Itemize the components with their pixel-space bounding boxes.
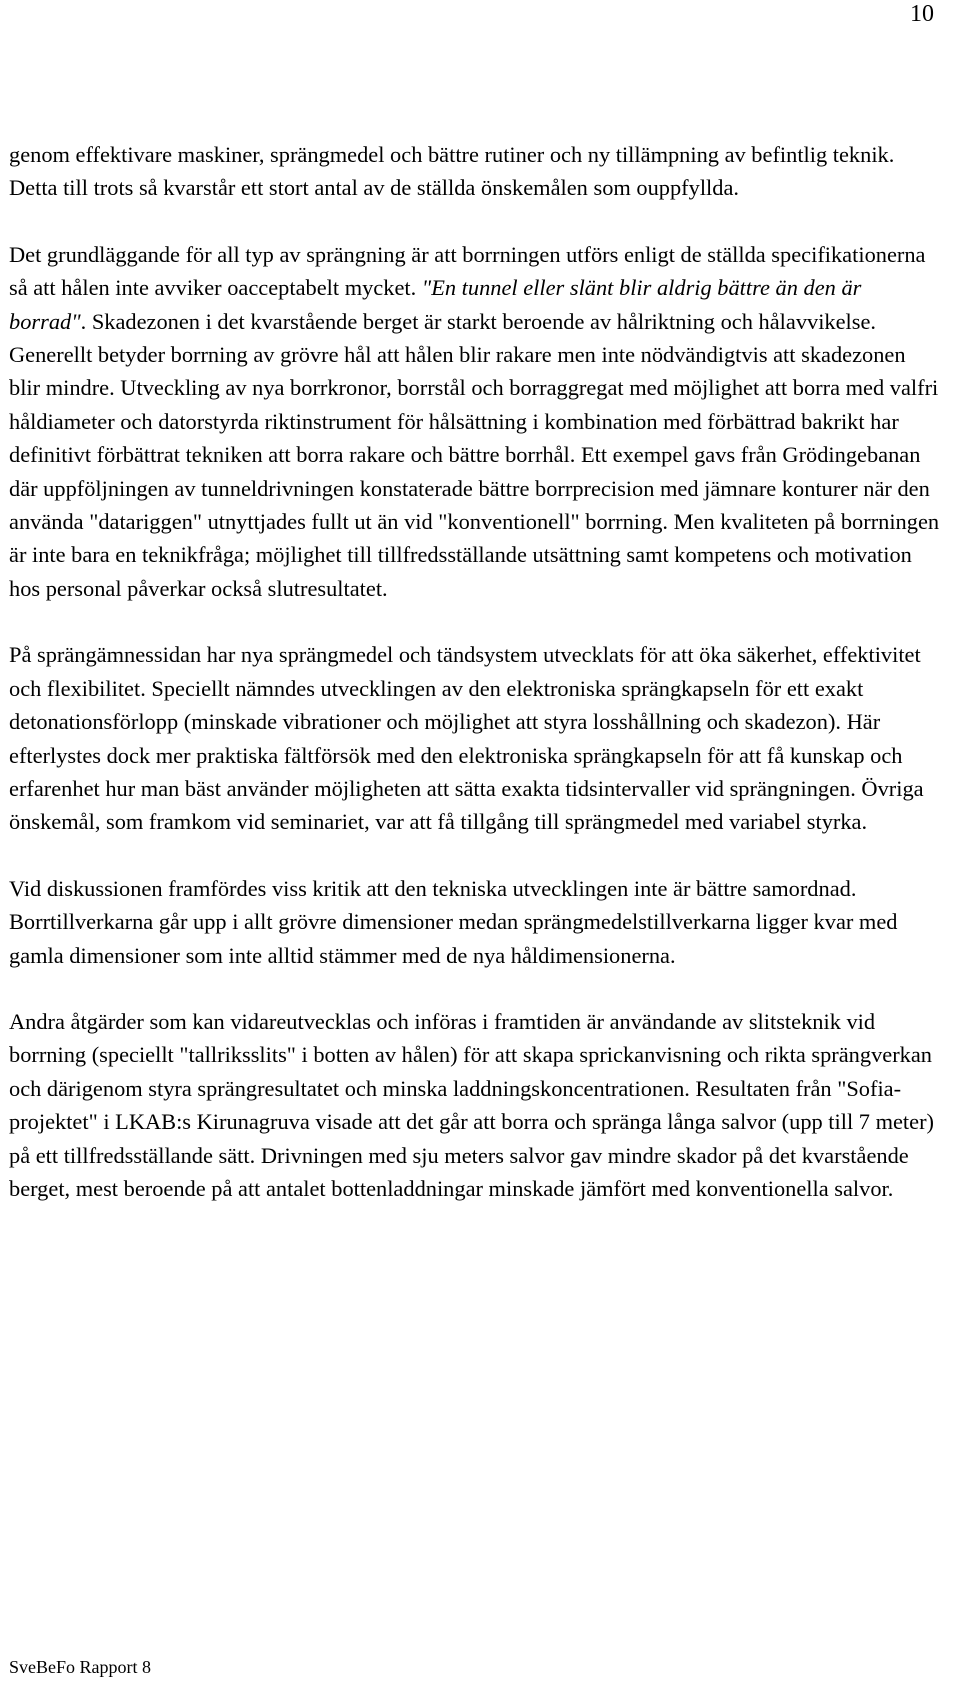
page-number: 10: [910, 1, 934, 27]
paragraph-3: På sprängämnessidan har nya sprängmedel och tändsystem utvecklats för att öka säkerhet, effektivitet och flexibilitet. Speciellt nämndes utvecklingen av den elektroniska sprängkapseln för ett exakt detonationsförlopp (minskade vibrationer och möjlighet att styra losshållning och skadezon). Här efterlystes dock mer praktiska fältförsök med den elektroniska sprängkapseln för att få kunskap och erfarenhet hur man bäst använder möjligheten att sätta exakta tidsintervaller vid sprängningen. Övriga önskemål, som framkom vid seminariet, var att få tillgång till sprängmedel med variabel styrka.: [9, 642, 924, 835]
document-body: [9, 138, 941, 1238]
paragraph-1: genom effektivare maskiner, sprängmedel och bättre rutiner och ny tillämpning av befintlig teknik. Detta till trots så kvarstår ett stort antal av de ställda önskemålen som ouppfyllda.: [9, 142, 895, 201]
paragraph-4: Vid diskussionen framfördes viss kritik att den tekniska utvecklingen inte är bättre samordnad. Borrtillverkarna går upp i allt grövre dimensioner medan sprängmedelstillverkarna ligger kvar med gamla dimensioner som inte alltid stämmer med de nya håldimensionerna.: [9, 875, 898, 968]
paragraph-2: [9, 238, 941, 605]
paragraph-2-text-b: . Skadezonen i det kvarstående berget är starkt beroende av hålriktning och hålavvikelse. Generellt betyder borrning av grövre hål att hålen blir rakare men inte nödvändigtvis att skadezonen blir mindre. Utveckling av nya borrkronor, borrstål och borraggregat med möjlighet att borra med valfri håldiameter och datorstyrda riktinstrument för hålsättning i kombination med förbättrad bakrikt har definitivt förbättrat tekniken att borra rakare och bättre borrhål. Ett exempel gavs från Grödingebanan där uppföljningen av tunneldrivningen konstaterade bättre borrprecision med jämnare konturer när den använda "datariggen" utnyttjades fullt ut än vid "konventionell" borrning. Men kvaliteten på borrningen är inte bara en teknikfråga; möjlighet till tillfredsställande utsättning samt kompetens och motivation hos personal påverkar också slutresultatet.: [9, 308, 940, 601]
footer-report-label: SveBeFo Rapport 8: [9, 1657, 151, 1677]
paragraph-2-text-a: Det grundläggande för all typ av sprängning är att borrningen utförs enligt de ställda specifikationerna så att hålen inte avviker oacceptabelt mycket.: [9, 241, 926, 301]
paragraph-5: Andra åtgärder som kan vidareutvecklas och införas i framtiden är användande av slitsteknik vid borrning (speciellt "tallriksslits" i botten av hålen) för att skapa sprickanvisning och rikta sprängverkan och därigenom styra sprängresultatet och minska laddningskoncentrationen. Resultaten från "Sofia-projektet" i LKAB:s Kirunagruva visade att det går att borra och spränga långa salvor (upp till 7 meter) på ett tillfredsställande sätt. Drivningen med sju meters salvor gav mindre skador på det kvarstående berget, mest beroende på att antalet bottenladdningar minskade jämfört med konventionella salvor.: [9, 1008, 935, 1201]
paragraph-2-quote: "En tunnel eller slänt blir aldrig bättre än den är borrad": [9, 275, 862, 334]
